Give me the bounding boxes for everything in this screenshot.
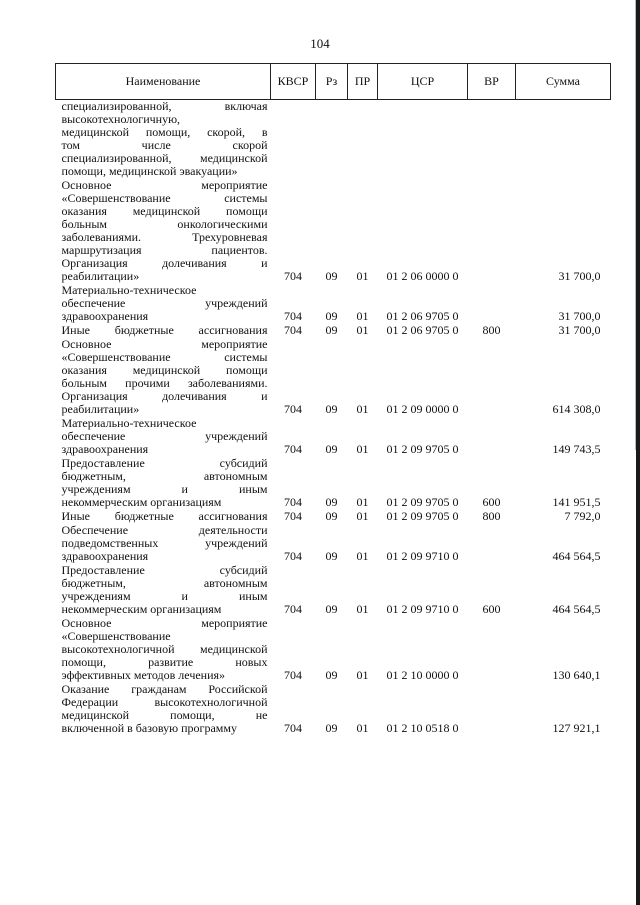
table-row: [56, 457, 611, 510]
table-row: [56, 524, 611, 564]
table-row: [56, 100, 611, 180]
row-name-line: Организация долечивания и: [61, 389, 268, 403]
column-header-name: Наименование: [56, 64, 271, 100]
row-name: [56, 683, 271, 736]
table-row: [56, 324, 611, 338]
row-name: [56, 564, 271, 617]
row-sum: 31 700,0: [558, 269, 601, 283]
row-csr: 01 2 06 9705 0: [386, 323, 459, 337]
row-pr: 01: [356, 549, 369, 563]
row-sum: [516, 100, 611, 180]
row-name-line: «Совершенствование: [61, 629, 171, 643]
column-header-csr: ЦСР: [378, 64, 468, 100]
table-header: [56, 64, 611, 100]
budget-table: [55, 63, 611, 736]
table-row: [56, 417, 611, 457]
row-pr: 01: [356, 495, 369, 509]
row-rz: [316, 100, 348, 180]
row-kvsr: 704: [284, 602, 302, 616]
row-sum: 7 792,0: [564, 509, 601, 523]
row-name-line: Организация долечивания и: [61, 256, 268, 270]
row-name-line: бюджетным, автономным: [61, 576, 268, 590]
row-name-line: учреждениям и иным: [61, 589, 268, 603]
table-row: [56, 617, 611, 683]
row-name-line: эффективных методов лечения»: [61, 668, 226, 682]
row-name: [56, 179, 271, 284]
row-vr: [468, 524, 516, 564]
row-name-line: здравоохранения: [61, 549, 149, 563]
row-csr: 01 2 06 0000 0: [386, 269, 459, 283]
row-csr: 01 2 09 9710 0: [386, 602, 459, 616]
row-name: [56, 324, 271, 338]
row-name-line: специализированной, включая: [61, 99, 268, 113]
row-kvsr: 704: [284, 442, 302, 456]
column-header-sum: Сумма: [516, 64, 611, 100]
row-name-line: подведомственных учреждений: [61, 536, 268, 550]
row-name: [56, 617, 271, 683]
row-kvsr: 704: [284, 309, 302, 323]
row-sum: 464 564,5: [552, 602, 601, 616]
row-name-line: Материально-техническое: [61, 416, 197, 430]
row-name-line: больным прочими заболеваниями.: [61, 376, 268, 390]
row-vr: [468, 338, 516, 417]
column-header-kvsr: КВСР: [271, 64, 316, 100]
row-kvsr: 704: [284, 509, 302, 523]
row-name-line: обеспечение учреждений: [61, 296, 268, 310]
row-name-line: здравоохранения: [61, 442, 149, 456]
row-kvsr: 704: [284, 402, 302, 416]
row-name-line: бюджетным, автономным: [61, 469, 268, 483]
row-kvsr: 704: [284, 668, 302, 682]
row-csr: 01 2 09 9705 0: [386, 495, 459, 509]
row-kvsr: [271, 100, 316, 180]
row-csr: 01 2 09 9705 0: [386, 509, 459, 523]
row-rz: 09: [325, 402, 338, 416]
row-name: [56, 338, 271, 417]
row-kvsr: 704: [284, 721, 302, 735]
table-row: [56, 510, 611, 524]
row-vr: [468, 417, 516, 457]
row-pr: 01: [356, 721, 369, 735]
row-name-line: высокотехнологичную,: [61, 112, 181, 126]
row-rz: 09: [325, 549, 338, 563]
row-vr: [468, 683, 516, 736]
row-name-line: некоммерческим организациям: [61, 602, 222, 616]
row-pr: [348, 100, 378, 180]
table-row: [56, 284, 611, 324]
row-name-line: Иные бюджетные ассигнования: [61, 509, 268, 523]
row-name-line: Федерации высокотехнологичной: [61, 695, 268, 709]
row-name: [56, 100, 271, 180]
row-name-line: оказания медицинской помощи: [61, 204, 268, 218]
row-name-line: обеспечение учреждений: [61, 429, 268, 443]
row-name-line: Основное мероприятие: [61, 178, 268, 192]
row-rz: 09: [325, 721, 338, 735]
row-pr: 01: [356, 509, 369, 523]
row-rz: 09: [325, 442, 338, 456]
row-csr: 01 2 10 0518 0: [386, 721, 459, 735]
row-rz: 09: [325, 495, 338, 509]
row-vr: [468, 179, 516, 284]
row-vr: [468, 284, 516, 324]
row-name: [56, 457, 271, 510]
row-name-line: «Совершенствование системы: [61, 191, 268, 205]
row-name-line: учреждениям и иным: [61, 482, 268, 496]
row-name-line: помощи, развитие новых: [61, 655, 268, 669]
row-name-line: реабилитации»: [61, 269, 140, 283]
row-name-line: некоммерческим организациям: [61, 495, 222, 509]
row-sum: 141 951,5: [552, 495, 601, 509]
row-name: [56, 510, 271, 524]
row-name-line: включенной в базовую программу: [61, 721, 237, 735]
row-name-line: высокотехнологичной медицинской: [61, 642, 268, 656]
row-rz: 09: [325, 602, 338, 616]
row-kvsr: 704: [284, 549, 302, 563]
row-vr: 600: [482, 602, 501, 616]
row-rz: 09: [325, 323, 338, 337]
row-rz: 09: [325, 668, 338, 682]
row-name-line: Материально-техническое: [61, 283, 197, 297]
row-name-line: Основное мероприятие: [61, 616, 268, 630]
row-name-line: Основное мероприятие: [61, 337, 268, 351]
row-name-line: специализированной, медицинской: [61, 151, 268, 165]
row-sum: 130 640,1: [552, 668, 601, 682]
row-name-line: помощи, медицинской эвакуации»: [61, 164, 238, 178]
row-name-line: Иные бюджетные ассигнования: [61, 323, 268, 337]
scan-edge-shadow: [635, 0, 636, 450]
table-body: [56, 100, 611, 737]
row-rz: 09: [325, 269, 338, 283]
table-row: [56, 179, 611, 284]
row-name-line: здравоохранения: [61, 309, 149, 323]
row-pr: 01: [356, 323, 369, 337]
row-sum: 149 743,5: [552, 442, 601, 456]
row-pr: 01: [356, 602, 369, 616]
row-name: [56, 284, 271, 324]
row-name-line: оказания медицинской помощи: [61, 363, 268, 377]
page-number: 104: [310, 36, 330, 51]
row-name-line: заболеваниями. Трехуровневая: [61, 230, 268, 244]
row-csr: 01 2 09 9710 0: [386, 549, 459, 563]
row-csr: [378, 100, 468, 180]
row-name: [56, 417, 271, 457]
row-vr: 800: [482, 323, 501, 337]
table-row: [56, 338, 611, 417]
row-pr: 01: [356, 402, 369, 416]
row-pr: 01: [356, 309, 369, 323]
row-sum: 464 564,5: [552, 549, 601, 563]
row-sum: 614 308,0: [552, 402, 601, 416]
row-name-line: Предоставление субсидий: [61, 456, 268, 470]
row-kvsr: 704: [284, 269, 302, 283]
row-csr: 01 2 10 0000 0: [386, 668, 459, 682]
column-header-vr: ВР: [468, 64, 516, 100]
table-row: [56, 564, 611, 617]
row-pr: 01: [356, 269, 369, 283]
row-name-line: медицинской помощи, скорой, в: [61, 125, 268, 139]
row-csr: 01 2 06 9705 0: [386, 309, 459, 323]
row-name: [56, 524, 271, 564]
row-vr: 600: [482, 495, 501, 509]
column-header-rz: Рз: [316, 64, 348, 100]
row-vr: 800: [482, 509, 501, 523]
row-csr: 01 2 09 0000 0: [386, 402, 459, 416]
row-name-line: том числе скорой: [61, 138, 268, 152]
row-name-line: Предоставление субсидий: [61, 563, 268, 577]
row-csr: 01 2 09 9705 0: [386, 442, 459, 456]
row-name-line: Обеспечение деятельности: [61, 523, 268, 537]
scan-edge: [636, 0, 640, 905]
row-pr: 01: [356, 668, 369, 682]
row-name-line: медицинской помощи, не: [61, 708, 268, 722]
column-header-pr: ПР: [348, 64, 378, 100]
row-vr: [468, 617, 516, 683]
row-name-line: Оказание гражданам Российской: [61, 682, 268, 696]
row-name-line: маршрутизация пациентов.: [61, 243, 268, 257]
row-rz: 09: [325, 309, 338, 323]
table-row: [56, 683, 611, 736]
row-sum: 31 700,0: [558, 323, 601, 337]
row-name-line: реабилитации»: [61, 402, 140, 416]
row-name-line: «Совершенствование системы: [61, 350, 268, 364]
row-rz: 09: [325, 509, 338, 523]
row-vr: [468, 100, 516, 180]
row-kvsr: 704: [284, 323, 302, 337]
row-name-line: больным онкологическими: [61, 217, 268, 231]
row-pr: 01: [356, 442, 369, 456]
row-sum: 31 700,0: [558, 309, 601, 323]
row-sum: 127 921,1: [552, 721, 601, 735]
row-kvsr: 704: [284, 495, 302, 509]
